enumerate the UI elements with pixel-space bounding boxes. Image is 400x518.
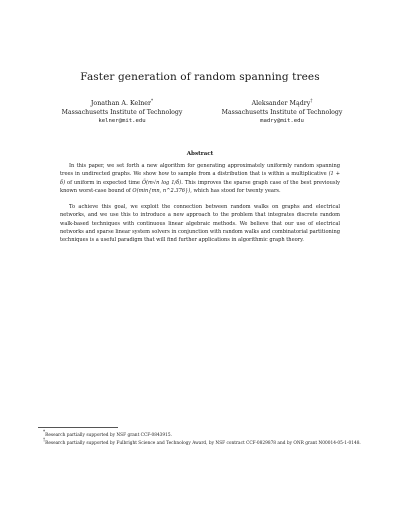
- author-name: Aleksander Mądry: [251, 100, 311, 107]
- footnote-text: Research partially supported by NSF grant CCF-0843915.: [45, 433, 172, 438]
- author-name: Jonathan A. Kelner: [90, 100, 152, 107]
- math-inline: (1 + δ): [60, 171, 340, 186]
- author-block-madry: [212, 99, 352, 127]
- abstract-text: of uniform in expected time: [65, 179, 142, 186]
- author-footnote-mark: †: [310, 98, 313, 103]
- abstract-text: In this paper, we set forth a new algorithm for generating approximately uniformly random spanning trees in undirected graphs. We show how to sample from a distribution that is within a multiplicative: [60, 163, 340, 178]
- footnote-mark: *: [43, 429, 46, 434]
- author-affiliation: Massachusetts Institute of Technology: [221, 109, 343, 117]
- abstract-text: . This improves the sparse graph case of the best previously known worst-case bound of: [60, 179, 341, 194]
- author-name-line: [57, 99, 187, 108]
- footnote-rule: [38, 427, 118, 428]
- footnote-text: Research partially supported by Fulbright Science and Technology Award, by NSF contract CCF-0829878 and by ONR grant N00014-05-1-0148.: [45, 440, 361, 446]
- author-email: madry@mit.edu: [260, 118, 304, 125]
- abstract-text: , which has stood for twenty years.: [190, 187, 281, 194]
- footnote-1: [38, 429, 362, 439]
- abstract-paragraph-1: [60, 162, 340, 195]
- author-email: kelner@mit.edu: [98, 118, 146, 125]
- math-inline: O(min{mn, n^2.376}): [132, 187, 191, 194]
- abstract-heading: Abstract: [186, 151, 214, 157]
- author-block-kelner: [57, 99, 187, 127]
- abstract-paragraph-2: To achieve this goal, we exploit the connection between random walks on graphs and electrical networks, and we use this to introduce a new approach to the problem that integrates discrete random walk-based techniques with continuous linear algebraic methods. We believe that our use of electrical networks and sparse linear system solvers in conjunction with random walks and combinatorial partitioning techniques is a useful paradigm that will find further applications in algorithmic graph theory.: [60, 204, 340, 243]
- author-affiliation: Massachusetts Institute of Technology: [61, 109, 183, 117]
- footnote-mark: †: [43, 436, 46, 442]
- author-footnote-mark: *: [151, 98, 154, 103]
- math-inline: Õ(m√n log 1/δ): [141, 179, 182, 186]
- author-name-line: [212, 99, 352, 108]
- footnote-2: [38, 436, 362, 447]
- paper-title: Faster generation of random spanning trees: [80, 71, 320, 83]
